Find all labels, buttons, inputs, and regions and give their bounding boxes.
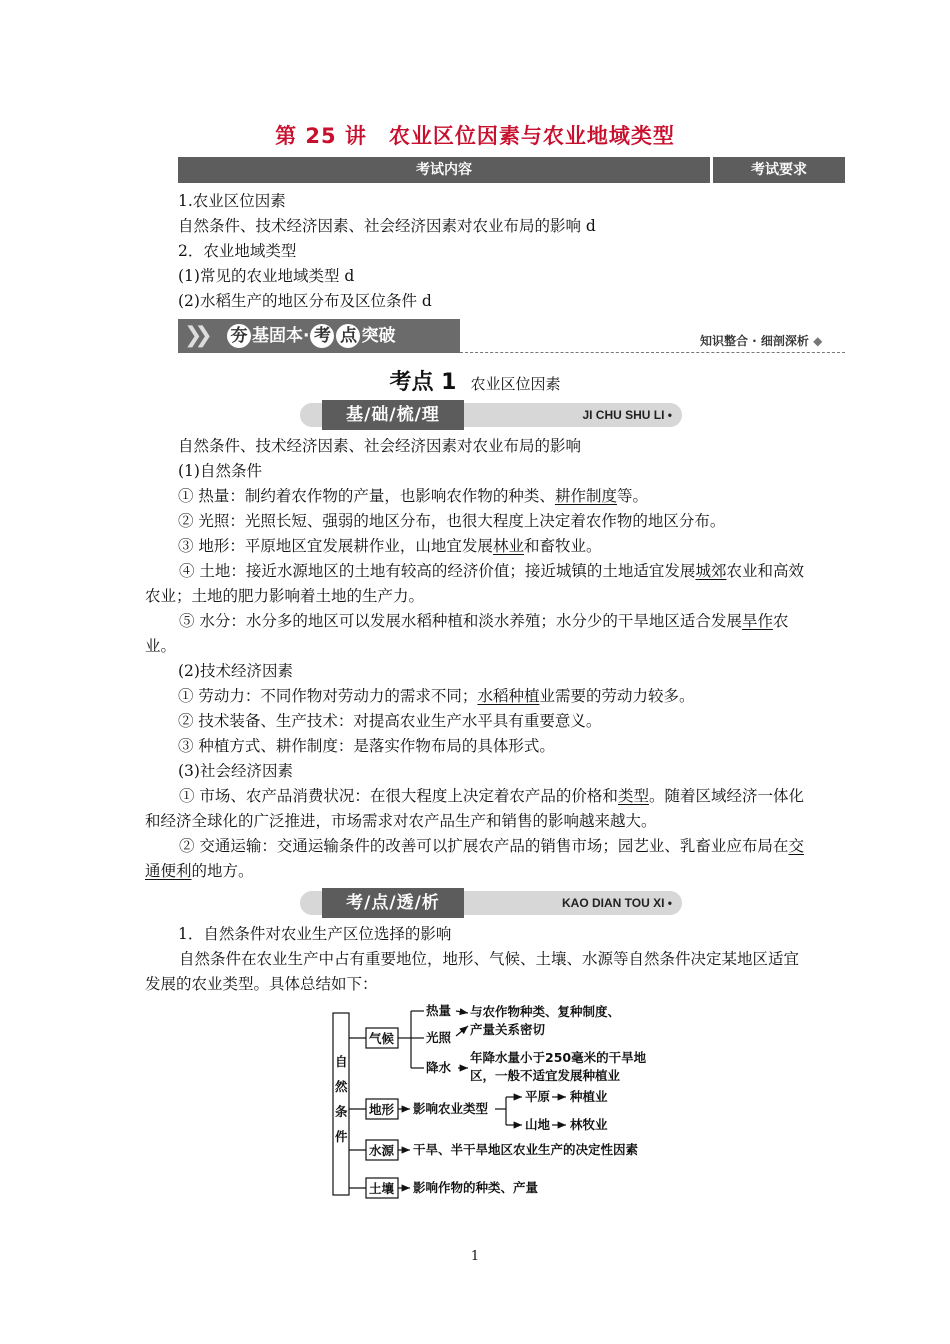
item-light: ② 光照：光照长短、强弱的地区分布，也很大程度上决定着农作物的地区分布。 (178, 512, 726, 530)
node-precip: 降水 (426, 1060, 452, 1075)
req-line: 2．农业地域类型 (178, 242, 297, 260)
note-water: 干旱、半干旱地区农业生产的决定性因素 (413, 1142, 639, 1157)
note-precip: 年降水量小于250毫米的干旱地 (470, 1050, 647, 1065)
item-market: ① 市场、农产品消费状况：在很大程度上决定着农产品的价格和类型。随着区域经济一体化和经济全球化的广泛推进，市场需求对农产品生产和销售的影响越来越大。 (145, 787, 804, 830)
note-precip: 区，一般不适宜发展种植业 (470, 1068, 621, 1083)
banner-text: 突破 (361, 326, 396, 346)
kaodian-topic: 农业区位因素 (470, 375, 561, 393)
node-water: 水源 (369, 1143, 395, 1158)
item-transport: ② 交通运输：交通运输条件的改善可以扩展农产品的销售市场；园艺业、乳畜业应布局在交通便利的地方。 (145, 837, 804, 880)
analysis-paragraph: 自然条件在农业生产中占有重要地位，地形、气候、土壤、水源等自然条件决定某地区适宜发展的农业类型。具体总结如下： (145, 950, 800, 993)
note-soil: 影响作物的种类、产量 (413, 1180, 539, 1195)
banner-circle-char: 点 (336, 324, 360, 348)
section-en: JI CHU SHU LI • (582, 408, 672, 422)
note-heat-light: 产量关系密切 (470, 1022, 546, 1037)
note-terrain: 影响农业类型 (413, 1101, 489, 1116)
item-terrain: ③ 地形：平原地区宜发展耕作业，山地宜发展林业和畜牧业。 (178, 537, 602, 555)
item-labor: ① 劳动力：不同作物对劳动力的需求不同；水稻种植业需要的劳动力较多。 (178, 687, 695, 705)
page-title: 第 25 讲 农业区位因素与农业地域类型 (275, 124, 675, 148)
banner-circle-char: 夯 (227, 324, 251, 348)
subheading: (3)社会经济因素 (178, 762, 293, 780)
header-content: 考试内容 (178, 157, 713, 183)
header-requirement: 考试要求 (751, 162, 807, 178)
page-number: 1 (470, 1249, 480, 1264)
use-plain: 种植业 (570, 1089, 608, 1104)
note-heat-light: 与农作物种类、复种制度、 (470, 1004, 621, 1019)
node-light: 光照 (426, 1030, 452, 1045)
node-plain: 平原 (525, 1089, 551, 1104)
banner-text: 基固本· (252, 326, 310, 346)
node-climate: 气候 (369, 1031, 395, 1046)
node-heat: 热量 (426, 1003, 452, 1018)
subheading: (2)技术经济因素 (178, 662, 293, 680)
diagram-root-char: 件 (335, 1129, 348, 1144)
diagram-root-char: 自 (335, 1054, 348, 1069)
req-line: (2)水稻生产的地区分布及区位条件 d (178, 292, 432, 310)
chevron-right-icon: ❯❯ (184, 323, 205, 348)
kaodian-label: 考点 1 (389, 370, 457, 395)
basics-intro: 自然条件、技术经济因素、社会经济因素对农业布局的影响 (178, 437, 582, 455)
item-planting: ③ 种植方式、耕作制度：是落实作物布局的具体形式。 (178, 737, 555, 755)
analysis-heading: 1．自然条件对农业生产区位选择的影响 (178, 925, 452, 943)
section-title: 考/点/透/析 (322, 888, 464, 918)
banner-circle-char: 考 (310, 324, 334, 348)
item-tech: ② 技术装备、生产技术：对提高农业生产水平具有重要意义。 (178, 712, 602, 730)
node-soil: 土壤 (369, 1181, 395, 1196)
banner-right-text: 知识整合 · 细剖深析 ◆ (700, 334, 823, 348)
node-terrain: 地形 (369, 1102, 395, 1117)
section-en: KAO DIAN TOU XI • (562, 896, 672, 910)
item-heat: ① 热量：制约着农作物的产量，也影响农作物的种类、耕作制度等。 (178, 487, 648, 505)
req-line: 1.农业区位因素 (178, 192, 286, 210)
diamond-icon: ◆ (813, 334, 823, 348)
item-land: ④ 土地：接近水源地区的土地有较高的经济价值；接近城镇的土地适宜发展城郊农业和高效农业；土地的肥力影响着土地的生产力。 (145, 562, 804, 605)
use-mountain: 林牧业 (570, 1117, 608, 1132)
diagram-root-char: 条 (335, 1104, 348, 1119)
req-line: 自然条件、技术经济因素、社会经济因素对农业布局的影响 d (178, 217, 596, 235)
node-mountain: 山地 (525, 1117, 551, 1132)
diagram-root-char: 然 (335, 1079, 348, 1094)
subheading: (1)自然条件 (178, 462, 262, 480)
section-title: 基/础/梳/理 (322, 400, 464, 430)
req-line: (1)常见的农业地域类型 d (178, 267, 355, 285)
item-water: ⑤ 水分：水分多的地区可以发展水稻种植和淡水养殖；水分少的干旱地区适合发展旱作农业。 (145, 612, 789, 655)
